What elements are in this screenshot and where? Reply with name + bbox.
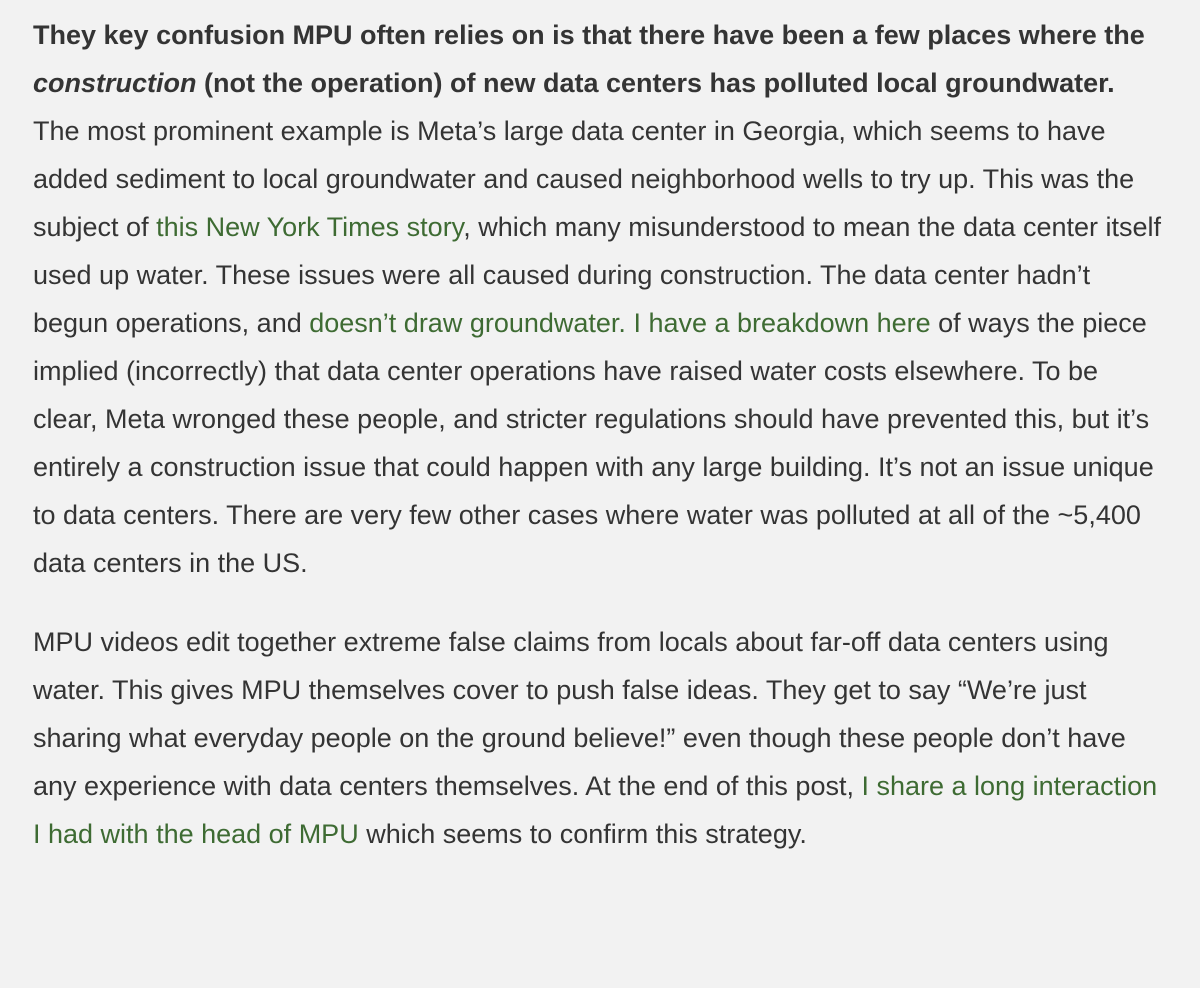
paragraph bbox=[33, 11, 1167, 587]
post-body bbox=[33, 11, 1167, 858]
text-run: They key confusion MPU often relies on is that there have been a few places where the bbox=[33, 20, 1145, 50]
text-run: , which many misunderstood to mean the data center itself used up water. These issues were all caused during construction. The data center hadn’t begun operations, and bbox=[33, 212, 1162, 338]
text-run: MPU videos edit together extreme false claims from locals about far-off data centers using water. This gives MPU themselves cover to push false ideas. They get to say “We’re just sharing what everyday people on the ground believe!” even though these people don’t have any experience with data centers themselves. At the end of this post, bbox=[33, 627, 1126, 801]
doesnt-draw-groundwater-link[interactable]: doesn’t draw groundwater. bbox=[309, 308, 626, 338]
nyt-story-link[interactable]: this New York Times story bbox=[156, 212, 464, 242]
long-interaction-link[interactable]: I share a long interaction I had with the head of MPU bbox=[33, 771, 1158, 849]
text-run: which seems to confirm this strategy. bbox=[358, 819, 807, 849]
text-run: The most prominent example is Meta’s large data center in Georgia, which seems to have added sediment to local groundwater and caused neighborhood wells to try up. This was the subject of bbox=[33, 116, 1135, 242]
text-run: construction bbox=[33, 68, 197, 98]
text-run: of ways the piece implied (incorrectly) that data center operations have raised water costs elsewhere. To be clear, Meta wronged these people, and stricter regulations should have prevented this, but it’s entirely a construction issue that could happen with any large building. It’s not an issue unique to data centers. There are very few other cases where water was polluted at all of the ~5,400 data centers in the US. bbox=[33, 308, 1154, 578]
text-run: (not the operation) of new data centers has polluted local groundwater. bbox=[196, 68, 1115, 98]
paragraph bbox=[33, 618, 1167, 858]
breakdown-here-link[interactable]: I have a breakdown here bbox=[633, 308, 931, 338]
